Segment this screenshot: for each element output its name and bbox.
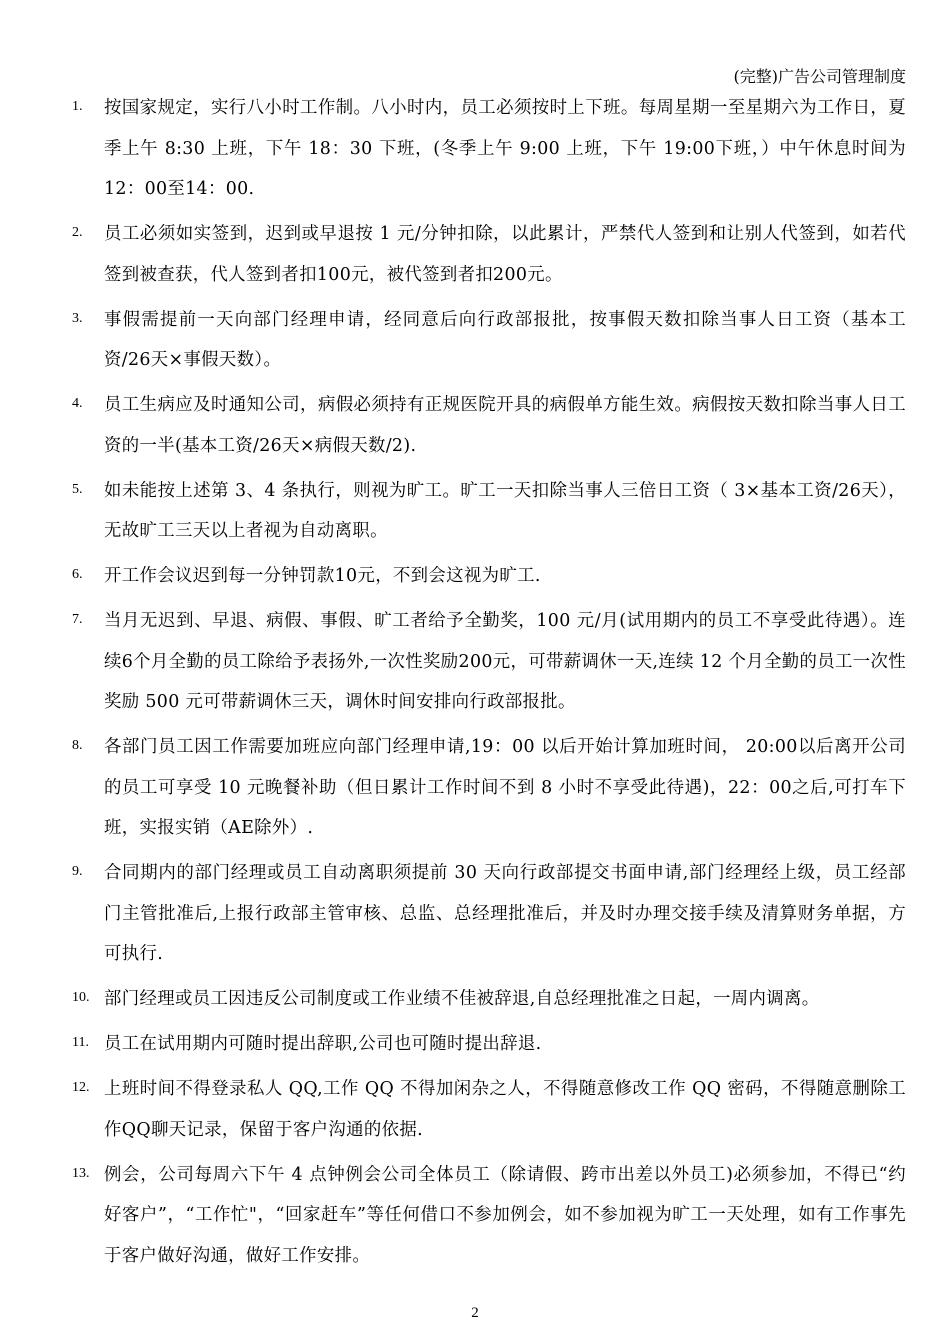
item-text: 如未能按上述第 3、4 条执行，则视为旷工。旷工一天扣除当事人三倍日工资（ 3×基本工资/26天），无故旷工三天以上者视为自动离职。 <box>104 480 906 541</box>
item-number: 5. <box>72 481 83 497</box>
rules-list <box>72 88 906 1281</box>
item-text: 员工必须如实签到，迟到或早退按 1 元/分钟扣除，以此累计，严禁代人签到和让别人代签到，如若代签到被查获，代人签到者扣100元，被代签到者扣200元。 <box>104 224 906 285</box>
list-item <box>72 385 906 466</box>
item-text: 事假需提前一天向部门经理申请，经同意后向行政部报批，按事假天数扣除当事人日工资（基本工资/26天×事假天数）。 <box>104 309 906 370</box>
item-text: 各部门员工因工作需要加班应向部门经理申请,19：00 以后开始计算加班时间， 20:00以后离开公司的员工可享受 10 元晚餐补助（但日累计工作时间不到 8 小时不享受此待遇)，22：00之后,可打车下班，实报实销（AE除外）. <box>104 737 906 838</box>
item-number: 8. <box>72 738 83 753</box>
item-text: 按国家规定，实行八小时工作制。八小时内，员工必须按时上下班。每周星期一至星期六为工作日，夏季上午 8:30 上班，下午 18：30 下班，(冬季上午 9:00 上班，下午 19:00下班，）中午休息时间为12：00至14：00. <box>104 98 906 199</box>
item-text: 合同期内的部门经理或员工自动离职须提前 30 天向行政部提交书面申请,部门经理经上级，员工经部门主管批准后,上报行政部主管审核、总监、总经理批准后，并及时办理交接手续及清算财务单据，方可执行. <box>104 863 906 964</box>
list-item <box>72 601 906 723</box>
item-number: 11. <box>72 1035 89 1050</box>
item-number: 7. <box>72 612 83 627</box>
item-text: 开工作会议迟到每一分钟罚款10元，不到会这视为旷工. <box>104 566 541 586</box>
item-text: 员工生病应及时通知公司，病假必须持有正规医院开具的病假单方能生效。病假按天数扣除当事人日工资的一半(基本工资/26天×病假天数/2). <box>104 395 906 456</box>
list-item <box>72 727 906 849</box>
item-number: 1. <box>72 99 83 114</box>
item-text: 例会，公司每周六下午 4 点钟例会公司全体员工（除请假、跨市出差以外员工)必须参加，不得已“约好客户”，“工作忙"，“回家赶车”等任何借口不参加例会，如不参加视为旷工一天处理，如有工作事先于客户做好沟通，做好工作安排。 <box>104 1164 906 1266</box>
item-number: 4. <box>72 396 83 411</box>
list-item <box>72 1155 906 1277</box>
item-text: 上班时间不得登录私人 QQ,工作 QQ 不得加闲杂之人，不得随意修改工作 QQ 密码，不得随意删除工作QQ聊天记录，保留于客户沟通的依据. <box>104 1079 906 1140</box>
item-number: 9. <box>72 864 83 879</box>
list-item <box>72 556 906 597</box>
list-item <box>72 471 906 552</box>
item-number: 2. <box>72 225 83 240</box>
item-text: 当月无迟到、早退、病假、事假、旷工者给予全勤奖，100 元/月(试用期内的员工不享受此待遇）。连续6个月全勤的员工除给予表扬外,一次性奖励200元，可带薪调休一天,连续 12 个月全勤的员工一次性奖励 500 元可带薪调休三天，调休时间安排向行政部报批。 <box>104 611 906 712</box>
item-text: 部门经理或员工因违反公司制度或工作业绩不佳被辞退,自总经理批准之日起，一周内调离。 <box>104 989 820 1009</box>
item-number: 13. <box>72 1165 90 1181</box>
list-item <box>72 214 906 295</box>
list-item <box>72 88 906 210</box>
item-text: 员工在试用期内可随时提出辞职,公司也可随时提出辞退. <box>104 1034 542 1054</box>
list-item <box>72 1069 906 1150</box>
item-number: 6. <box>72 567 83 582</box>
page-number: 2 <box>471 1305 479 1321</box>
item-number: 10. <box>72 990 90 1005</box>
item-number: 3. <box>72 310 83 326</box>
list-item <box>72 979 906 1020</box>
document-title-header: (完整)广告公司管理制度 <box>733 67 906 86</box>
item-number: 12. <box>72 1080 90 1095</box>
list-item <box>72 300 906 381</box>
list-item <box>72 853 906 975</box>
list-item <box>72 1024 906 1065</box>
